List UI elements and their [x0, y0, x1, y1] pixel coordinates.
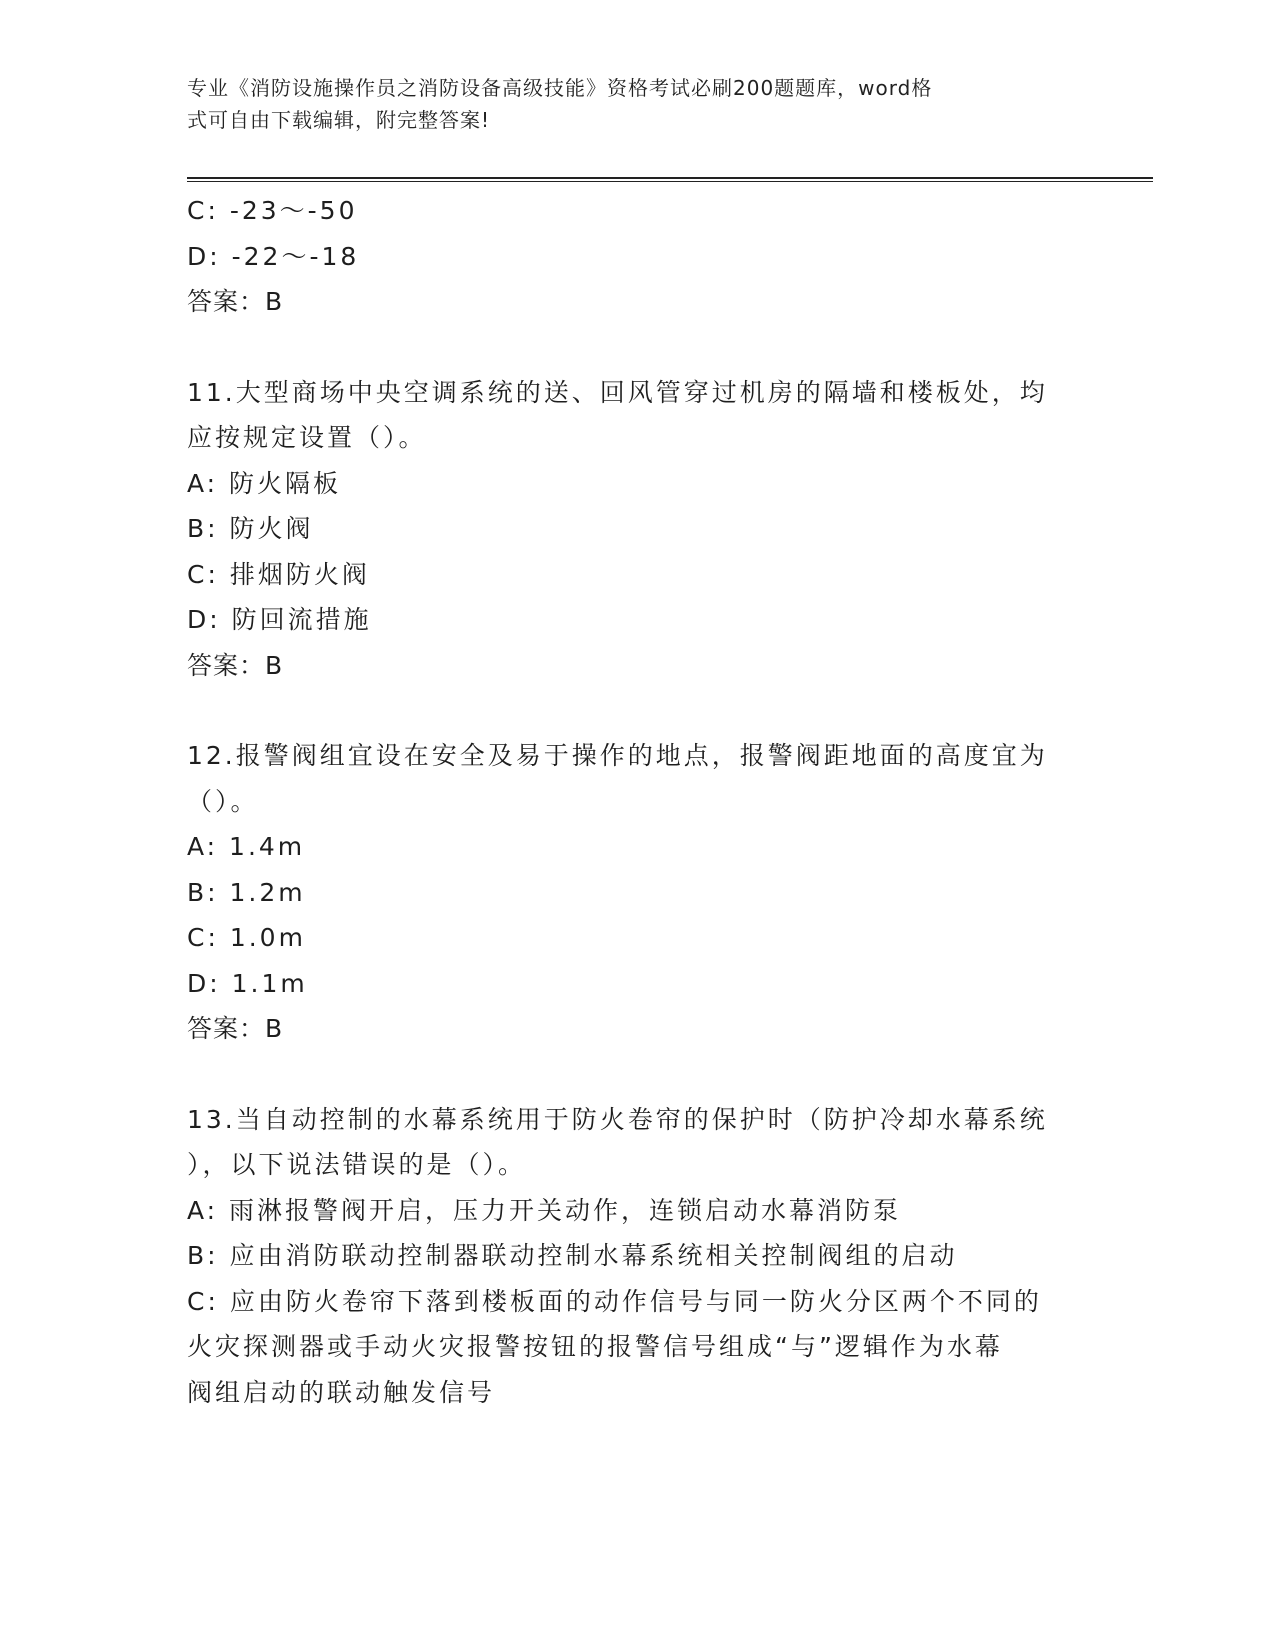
option-d: D: 1.1m [187, 968, 308, 998]
option-a: A: 雨淋报警阀开启，压力开关动作，连锁启动水幕消防泵 [187, 1195, 902, 1225]
question-stem-line: （）。 [187, 786, 259, 816]
question-stem-line: 应按规定设置（）。 [187, 423, 427, 452]
answer-line: 答案：B [187, 287, 284, 316]
header-divider [187, 177, 1153, 182]
question-stem-line: 13.当自动控制的水幕系统用于防火卷帘的保护时（防护冷却水幕系统 [187, 1104, 1048, 1134]
question-10-tail [187, 188, 1077, 325]
option-a: A: 1.4m [187, 832, 306, 861]
option-a: A: 防火隔板 [187, 468, 342, 498]
option-c: C: -23～-50 [187, 196, 358, 225]
answer-line: 答案：B [187, 1014, 284, 1043]
option-d: D: 防回流措施 [187, 605, 372, 634]
header-line-2: 式可自由下载编辑，附完整答案! [187, 108, 491, 132]
spacer [187, 1052, 1077, 1097]
page-header [187, 72, 1067, 136]
answer-line: 答案：B [187, 650, 284, 680]
question-13 [187, 1097, 1077, 1416]
option-c-continued: 火灾探测器或手动火灾报警按钮的报警信号组成“与”逻辑作为水幕 [187, 1332, 1003, 1361]
option-c-continued: 阀组启动的联动触发信号 [187, 1377, 496, 1407]
option-b: B: 防火阀 [187, 514, 314, 543]
question-stem-line: 12.报警阀组宜设在安全及易于操作的地点，报警阀距地面的高度宜为 [187, 741, 1048, 770]
question-11 [187, 370, 1077, 689]
question-12 [187, 733, 1077, 1052]
document-body [187, 188, 1077, 1415]
spacer [187, 688, 1077, 733]
question-stem-line: ），以下说法错误的是（）。 [187, 1150, 527, 1179]
option-b: B: 应由消防联动控制器联动控制水幕系统相关控制阀组的启动 [187, 1241, 958, 1270]
question-stem-line: 11.大型商场中央空调系统的送、回风管穿过机房的隔墙和楼板处，均 [187, 377, 1048, 407]
spacer [187, 325, 1077, 370]
option-d: D: -22～-18 [187, 241, 360, 271]
option-c: C: 1.0m [187, 923, 306, 952]
header-line-1: 专业《消防设施操作员之消防设备高级技能》资格考试必刷200题题库，word格 [187, 76, 933, 100]
option-c: C: 应由防火卷帘下落到楼板面的动作信号与同一防火分区两个不同的 [187, 1286, 1042, 1316]
option-b: B: 1.2m [187, 877, 306, 907]
option-c: C: 排烟防火阀 [187, 559, 370, 589]
